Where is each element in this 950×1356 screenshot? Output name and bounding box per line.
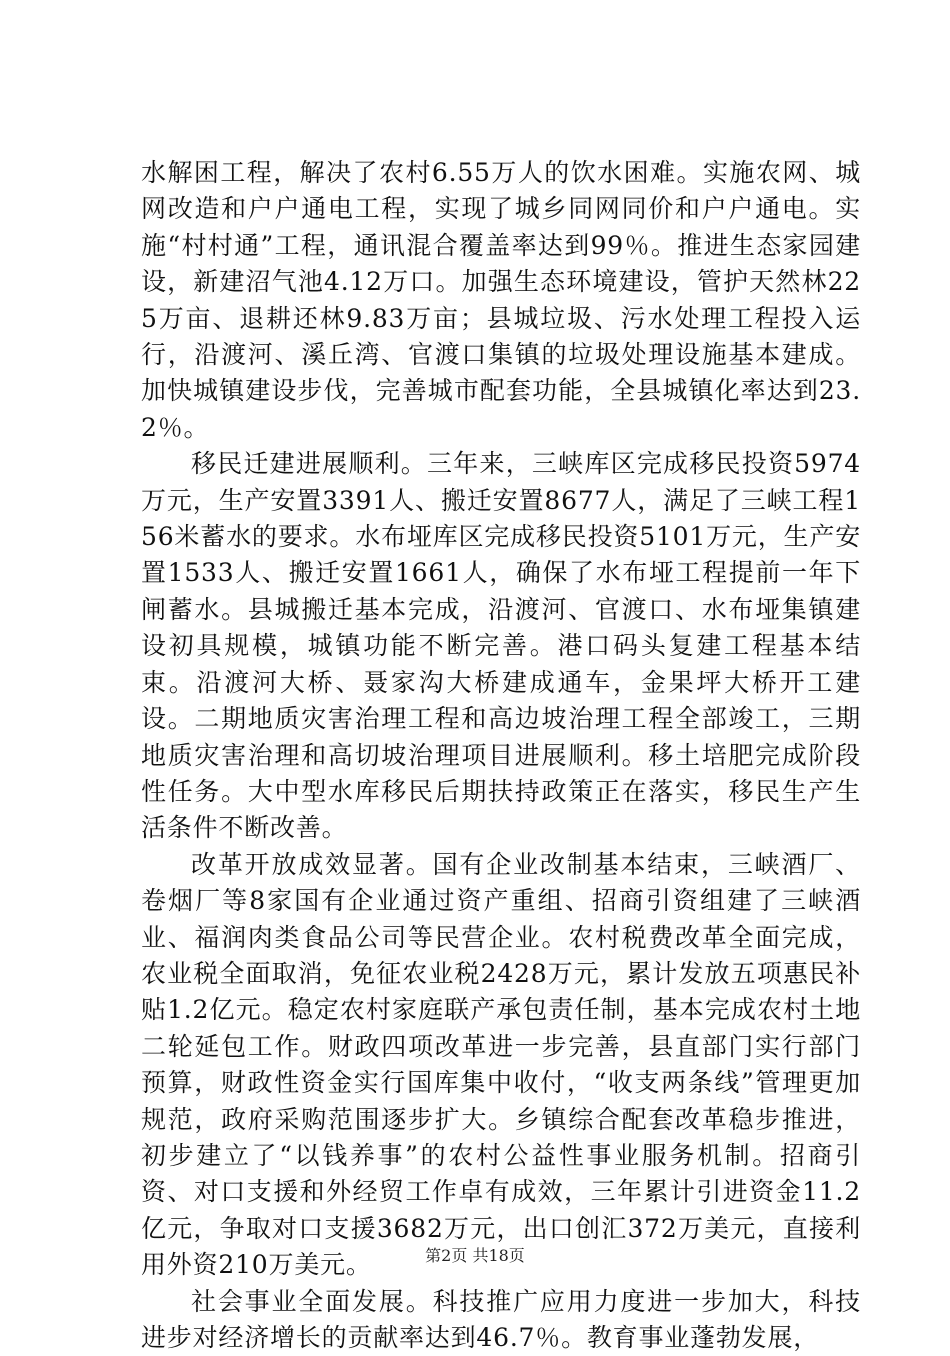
paragraph-social: 社会事业全面发展。科技推广应用力度进一步加大，科技进步对经济增长的贡献率达到46.7％。教育事业蓬勃发展，: [141, 1286, 861, 1352]
page-footer: 第2页 共18页: [425, 1246, 525, 1265]
paragraph-continuation: 水解困工程，解决了农村6.55万人的饮水困难。实施农网、城网改造和户户通电工程，实现了城乡同网同价和户户通电。实施“村村通”工程，通讯混合覆盖率达到99％。推进生态家园建设，新建沼气池4.12万口。加强生态环境建设，管护天然林225万亩、退耕还林9.83万亩；县城垃圾、污水处理工程投入运行，沿渡河、溪丘湾、官渡口集镇的垃圾处理设施基本建成。加快城镇建设步伐，完善城市配套功能，全县城镇化率达到23.2％。: [141, 158, 861, 442]
body-text: [141, 155, 861, 1356]
paragraph-reform: 改革开放成效显著。国有企业改制基本结束，三峡酒厂、卷烟厂等8家国有企业通过资产重组、招商引资组建了三峡酒业、福润肉类食品公司等民营企业。农村税费改革全面完成，农业税全面取消，免征农业税2428万元，累计发放五项惠民补贴1.2亿元。稳定农村家庭联产承包责任制，基本完成农村土地二轮延包工作。财政四项改革进一步完善，县直部门实行部门预算，财政性资金实行国库集中收付，“收支两条线”管理更加规范，政府采购范围逐步扩大。乡镇综合配套改革稳步推进，初步建立了“以钱养事”的农村公益性事业服务机制。招商引资、对口支援和外经贸工作卓有成效，三年累计引进资金11.2亿元，争取对口支援3682万元，出口创汇372万美元，直接利用外资210万美元。: [141, 849, 861, 1280]
paragraph-resettlement: 移民迁建进展顺利。三年来，三峡库区完成移民投资5974万元，生产安置3391人、搬迁安置8677人，满足了三峡工程156米蓄水的要求。水布垭库区完成移民投资5101万元，生产安置1533人、搬迁安置1661人，确保了水布垭工程提前一年下闸蓄水。县城搬迁基本完成，沿渡河、官渡口、水布垭集镇建设初具规模，城镇功能不断完善。港口码头复建工程基本结束。沿渡河大桥、聂家沟大桥建成通车，金果坪大桥开工建设。二期地质灾害治理工程和高边坡治理工程全部竣工，三期地质灾害治理和高切坡治理项目进展顺利。移土培肥完成阶段性任务。大中型水库移民后期扶持政策正在落实，移民生产生活条件不断改善。: [141, 449, 861, 843]
